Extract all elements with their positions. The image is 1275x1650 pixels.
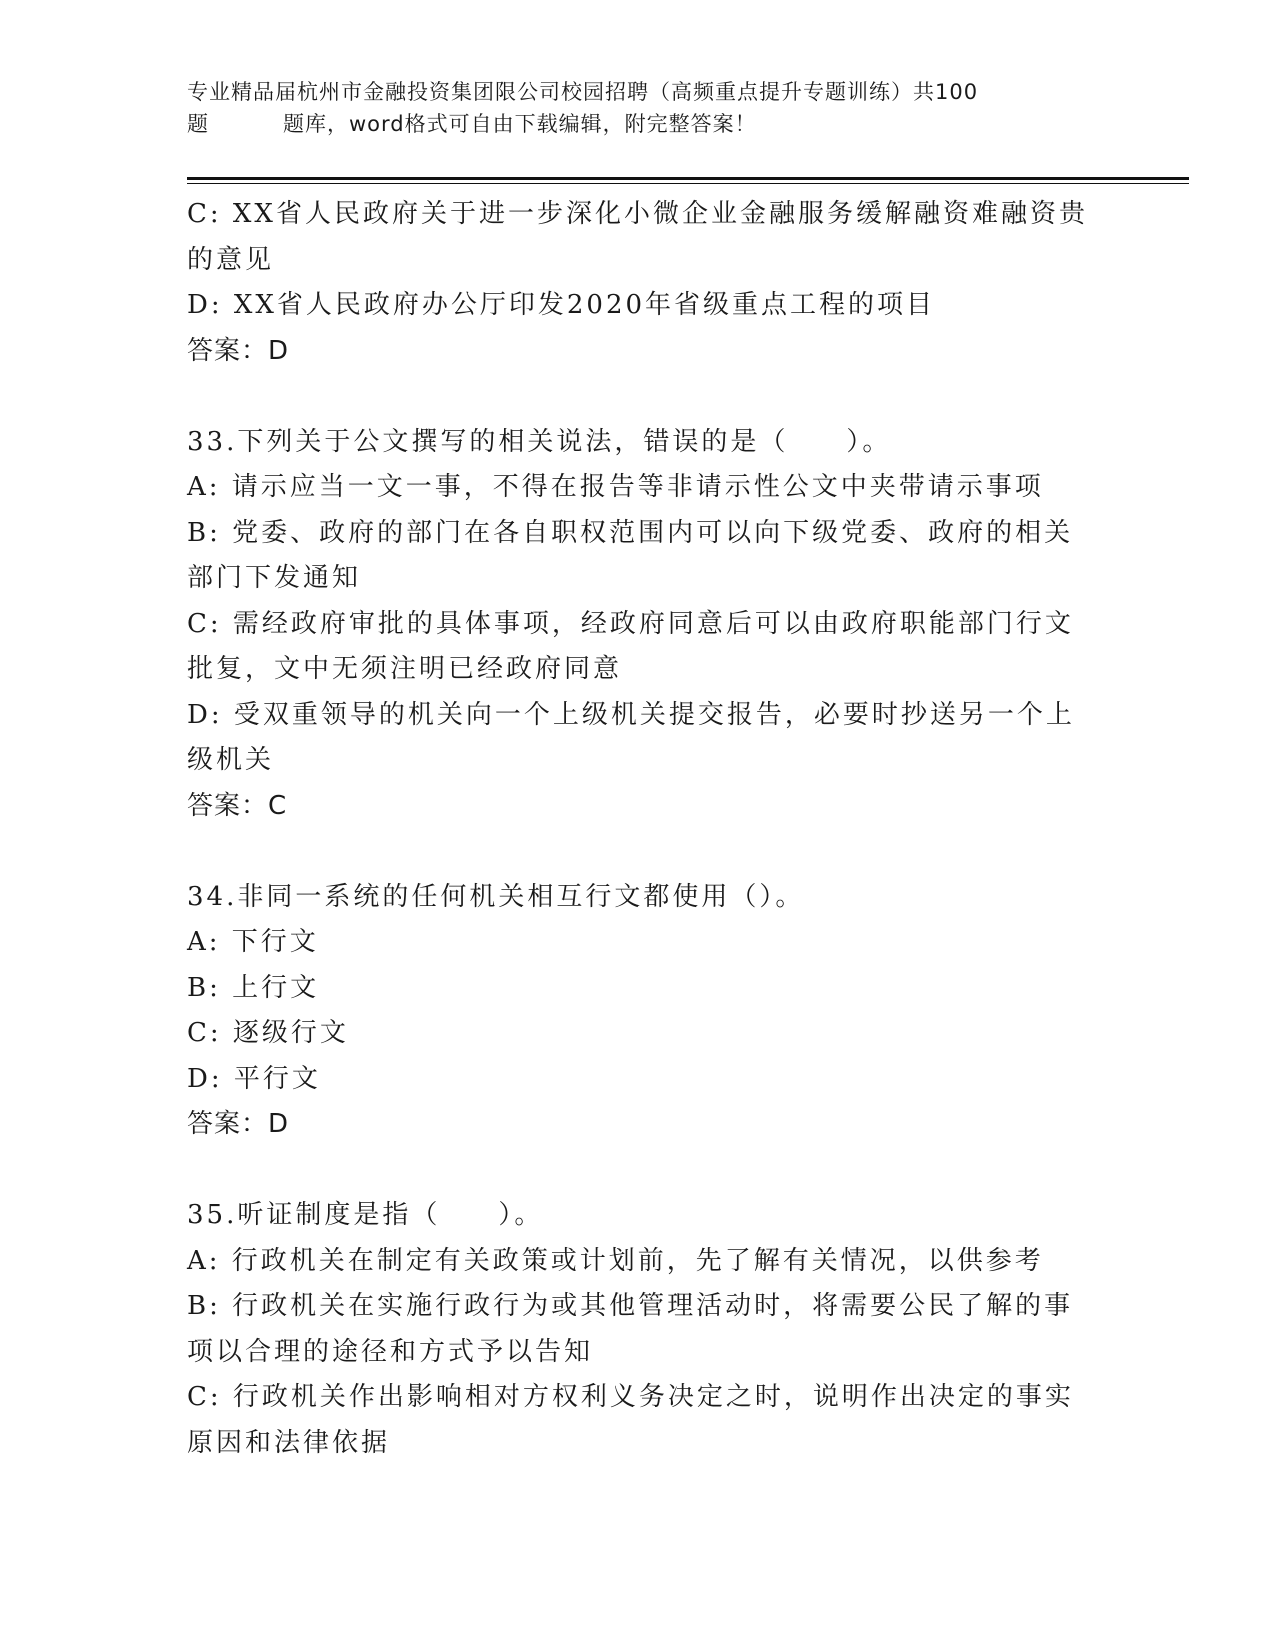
question-stem: 34.非同一系统的任何机关相互行文都使用（）。 xyxy=(187,881,805,912)
option-b-line2: 部门下发通知 xyxy=(187,563,362,593)
question-32-tail xyxy=(187,192,1087,374)
question-33 xyxy=(187,420,1087,830)
option-c-line1: C: 行政机关作出影响相对方权利义务决定之时，说明作出决定的事实 xyxy=(187,1382,1074,1412)
option-a: A: 请示应当一文一事，不得在报告等非请示性公文中夹带请示事项 xyxy=(187,472,1044,502)
header-divider-thick xyxy=(187,177,1189,180)
header-title-line2 xyxy=(187,108,1087,140)
document-body xyxy=(187,192,1087,1466)
option-c-line2: 批复，文中无须注明已经政府同意 xyxy=(187,654,623,684)
answer: 答案：C xyxy=(187,790,288,821)
option-d: D: 平行文 xyxy=(187,1063,321,1094)
question-stem: 35.听证制度是指（ ）。 xyxy=(187,1200,544,1230)
option-b-line1: B: 行政机关在实施行政行为或其他管理活动时，将需要公民了解的事 xyxy=(187,1291,1074,1321)
spacer xyxy=(187,1148,1087,1194)
header-title-line2-a: 题 xyxy=(187,112,209,136)
option-a: A: 下行文 xyxy=(187,927,319,957)
spacer xyxy=(187,374,1087,420)
option-a: A: 行政机关在制定有关政策或计划前，先了解有关情况，以供参考 xyxy=(187,1245,1044,1276)
answer: 答案：D xyxy=(187,1109,290,1139)
option-b-line2: 项以合理的途径和方式予以告知 xyxy=(187,1336,594,1367)
header-title-line1: 专业精品届杭州市金融投资集团限公司校园招聘（高频重点提升专题训练）共100 xyxy=(187,80,979,104)
option-c-line2: 原因和法律依据 xyxy=(187,1427,391,1458)
option-c-line1: C: 需经政府审批的具体事项，经政府同意后可以由政府职能部门行文 xyxy=(187,608,1074,639)
header-title-line2-b: 题库，word格式可自由下载编辑，附完整答案！ xyxy=(283,112,757,136)
option-d-line1: D: 受双重领导的机关向一个上级机关提交报告，必要时抄送另一个上 xyxy=(187,699,1075,730)
option-d-line2: 级机关 xyxy=(187,745,275,775)
option-d: D: XX省人民政府办公厅印发2020年省级重点工程的项目 xyxy=(187,290,936,320)
question-34 xyxy=(187,875,1087,1148)
answer: 答案：D xyxy=(187,335,290,366)
option-c-line1: C: XX省人民政府关于进一步深化小微企业金融服务缓解融资难融资贵 xyxy=(187,199,1088,229)
option-c-line2: 的意见 xyxy=(187,244,275,275)
page-header xyxy=(187,76,1087,140)
option-b: B: 上行文 xyxy=(187,972,320,1003)
option-c: C: 逐级行文 xyxy=(187,1018,349,1048)
question-35 xyxy=(187,1193,1087,1466)
question-stem: 33.下列关于公文撰写的相关说法，错误的是（ ）。 xyxy=(187,426,892,457)
spacer xyxy=(187,829,1087,875)
option-b-line1: B: 党委、政府的部门在各自职权范围内可以向下级党委、政府的相关 xyxy=(187,517,1074,548)
header-divider-thin xyxy=(187,183,1189,184)
